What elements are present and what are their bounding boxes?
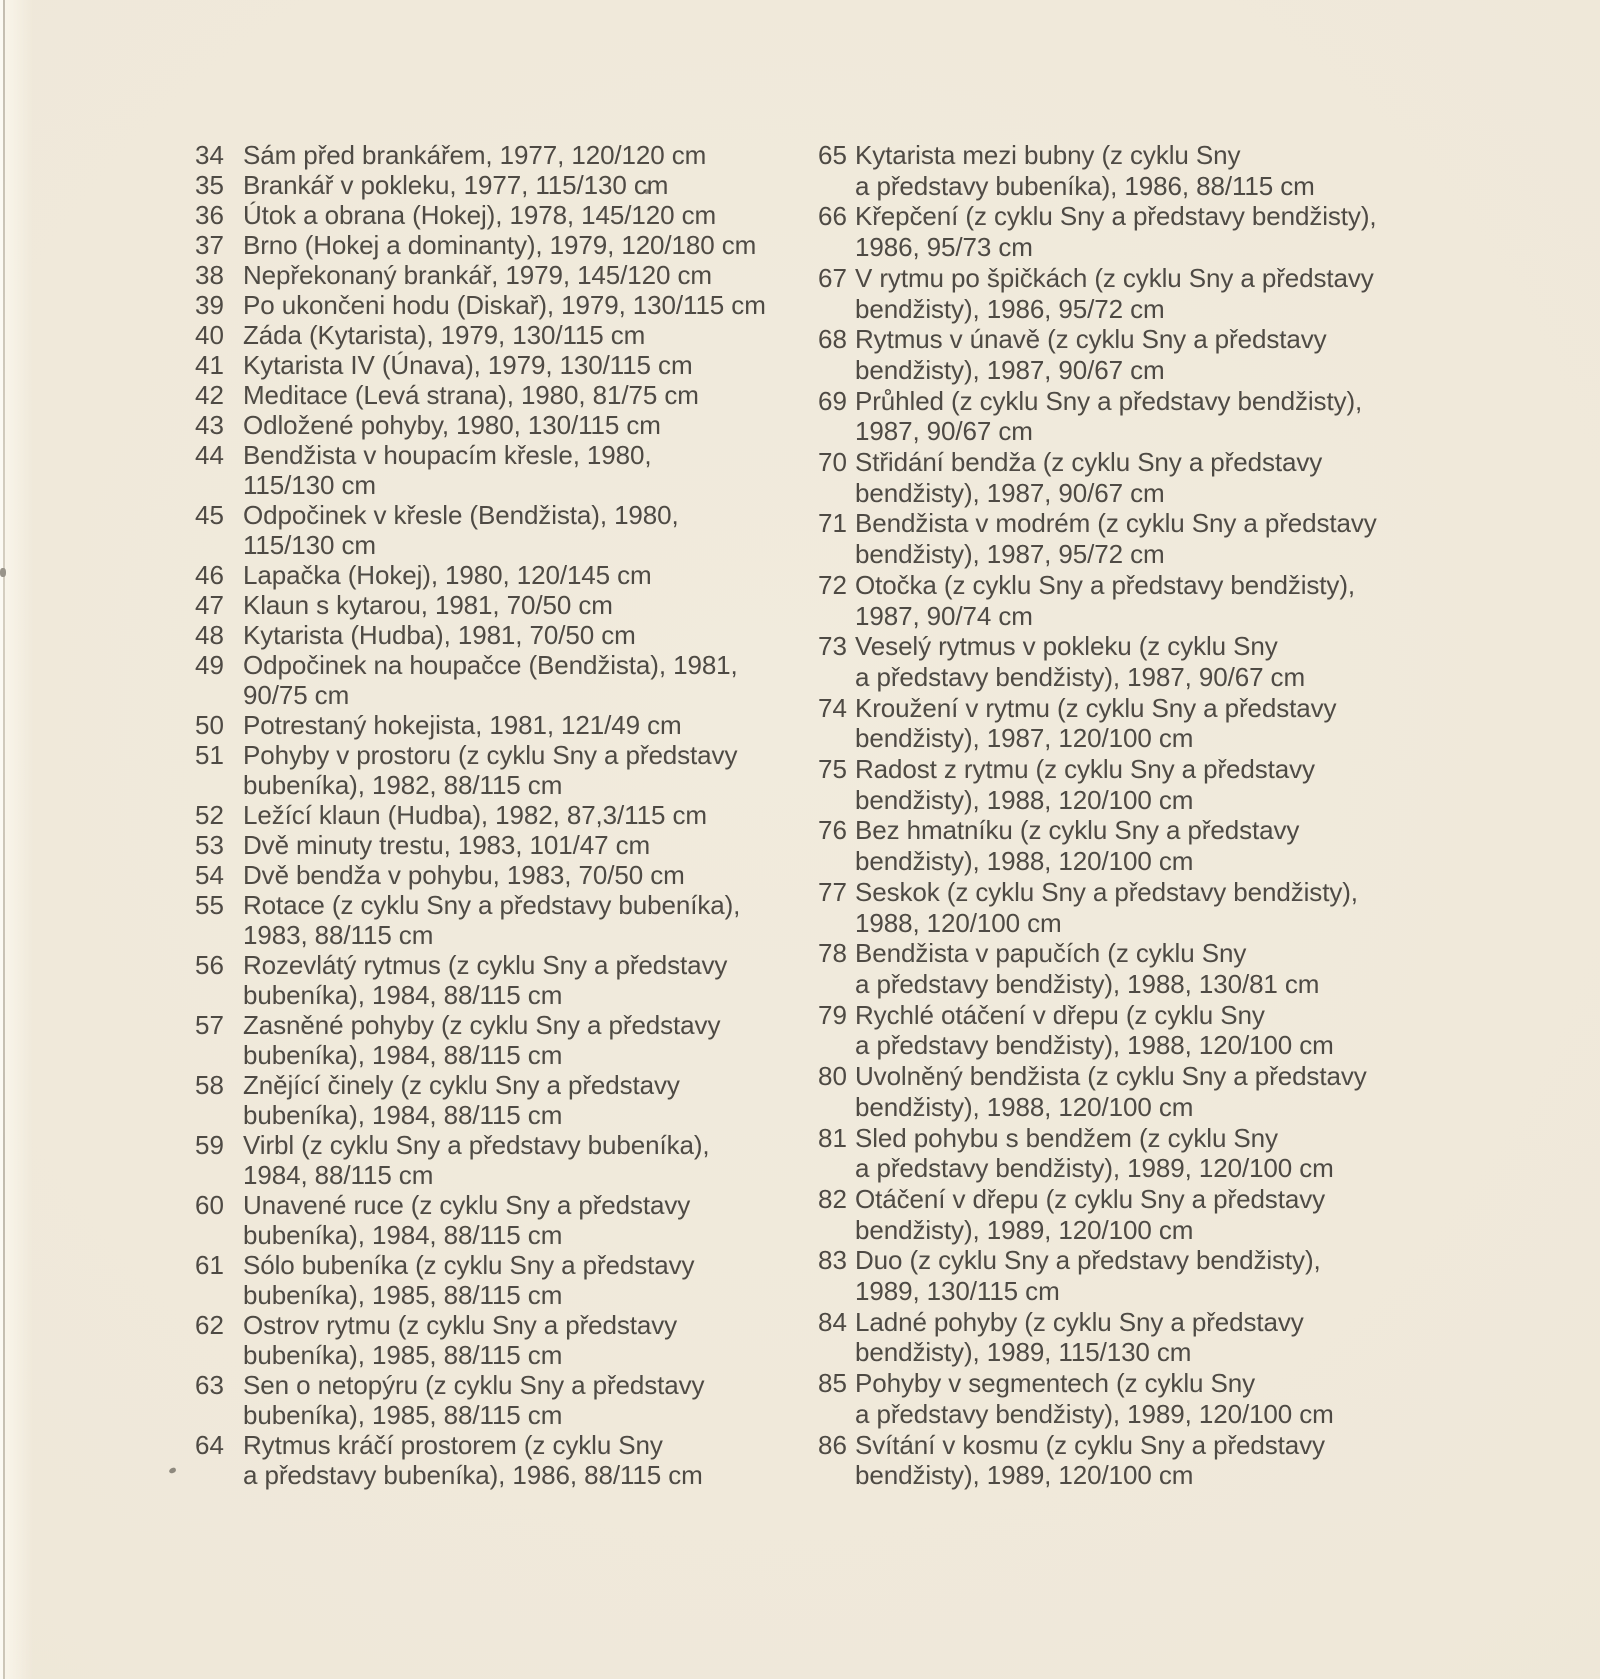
entry-text bbox=[243, 290, 766, 320]
catalog-entry bbox=[818, 693, 1377, 754]
entry-line: Sólo bubeníka (z cyklu Sny a představy bbox=[243, 1250, 695, 1280]
entry-line: Bez hmatníku (z cyklu Sny a představy bbox=[855, 815, 1300, 846]
entry-text bbox=[243, 1070, 680, 1130]
entry-line: Radost z rytmu (z cyklu Sny a představy bbox=[855, 754, 1315, 785]
entry-text bbox=[855, 938, 1319, 999]
entry-text bbox=[855, 140, 1315, 201]
entry-line: Střidání bendža (z cyklu Sny a představy bbox=[855, 447, 1323, 478]
entry-line: bubeníka), 1982, 88/115 cm bbox=[243, 770, 563, 800]
entry-line: Ležící klaun (Hudba), 1982, 87,3/115 cm bbox=[243, 800, 707, 830]
entry-text bbox=[243, 890, 740, 950]
entry-text bbox=[855, 1245, 1321, 1306]
entry-line: Znějící činely (z cyklu Sny a představy bbox=[243, 1070, 680, 1100]
entry-number: 67 bbox=[818, 262, 847, 293]
entry-line: bendžisty), 1988, 120/100 cm bbox=[855, 1091, 1194, 1122]
entry-line: Brno (Hokej a dominanty), 1979, 120/180 cm bbox=[243, 230, 757, 260]
entry-line: Svítání v kosmu (z cyklu Sny a představy bbox=[855, 1429, 1325, 1460]
entry-line: Lapačka (Hokej), 1980, 120/145 cm bbox=[243, 560, 652, 590]
entry-line: bubeníka), 1985, 88/115 cm bbox=[243, 1340, 563, 1370]
entry-line: Sen o netopýru (z cyklu Sny a představy bbox=[243, 1370, 705, 1400]
catalog-entry bbox=[818, 140, 1377, 201]
entry-line: Seskok (z cyklu Sny a představy bendžisty), bbox=[855, 876, 1358, 907]
catalog-entry bbox=[195, 950, 766, 1010]
catalog-entry bbox=[195, 140, 766, 170]
entry-line: Bendžista v modrém (z cyklu Sny a představy bbox=[855, 508, 1377, 539]
entry-text bbox=[855, 324, 1327, 385]
entry-number: 85 bbox=[818, 1368, 847, 1399]
entry-number: 69 bbox=[818, 385, 847, 416]
entry-number: 41 bbox=[195, 350, 224, 380]
catalog-entry bbox=[195, 620, 766, 650]
entry-number: 49 bbox=[195, 650, 224, 680]
entry-number: 52 bbox=[195, 800, 224, 830]
catalog-entry bbox=[195, 1430, 766, 1490]
entry-number: 35 bbox=[195, 170, 224, 200]
entry-number: 75 bbox=[818, 754, 847, 785]
entry-line: a představy bendžisty), 1988, 120/100 cm bbox=[855, 1030, 1334, 1061]
entry-text bbox=[243, 1310, 677, 1370]
entry-line: 1989, 130/115 cm bbox=[855, 1276, 1060, 1307]
catalog-entry bbox=[195, 710, 766, 740]
entry-line: Kroužení v rytmu (z cyklu Sny a představy bbox=[855, 692, 1337, 723]
catalog-entry bbox=[195, 800, 766, 830]
entry-number: 65 bbox=[818, 140, 847, 170]
entry-line: Nepřekonaný brankář, 1979, 145/120 cm bbox=[243, 260, 712, 290]
entry-line: Sám před brankářem, 1977, 120/120 cm bbox=[243, 140, 707, 170]
catalog-entry bbox=[195, 170, 766, 200]
entry-line: Kytarista IV (Únava), 1979, 130/115 cm bbox=[243, 350, 693, 380]
entry-number: 58 bbox=[195, 1070, 224, 1100]
entry-number: 51 bbox=[195, 740, 224, 770]
entry-number: 61 bbox=[195, 1250, 224, 1280]
catalog-entry bbox=[195, 260, 766, 290]
entry-number: 38 bbox=[195, 260, 224, 290]
entry-number: 48 bbox=[195, 620, 224, 650]
entry-text bbox=[243, 830, 650, 860]
catalog-entry bbox=[818, 1184, 1377, 1245]
entry-line: Po ukončeni hodu (Diskař), 1979, 130/115 cm bbox=[243, 290, 766, 320]
entry-text bbox=[243, 710, 682, 740]
entry-number: 54 bbox=[195, 860, 224, 890]
entry-line: a představy bubeníka), 1986, 88/115 cm bbox=[855, 170, 1315, 201]
entry-number: 80 bbox=[818, 1061, 847, 1092]
entry-text bbox=[243, 410, 661, 440]
catalog-entry bbox=[195, 890, 766, 950]
entry-text bbox=[855, 1184, 1325, 1245]
entry-number: 79 bbox=[818, 999, 847, 1030]
catalog-entry bbox=[195, 290, 766, 320]
entry-text bbox=[243, 1010, 720, 1070]
entry-number: 73 bbox=[818, 631, 847, 662]
entry-line: bubeníka), 1984, 88/115 cm bbox=[243, 1220, 563, 1250]
catalog-entry bbox=[195, 740, 766, 800]
catalog-entry bbox=[195, 380, 766, 410]
entry-text bbox=[855, 1368, 1334, 1429]
catalog-entry bbox=[195, 590, 766, 620]
catalog-entry bbox=[818, 815, 1377, 876]
catalog-entry bbox=[195, 350, 766, 380]
entry-text bbox=[243, 260, 712, 290]
entry-text bbox=[243, 440, 652, 500]
entry-text bbox=[855, 263, 1374, 324]
entry-line: Pohyby v prostoru (z cyklu Sny a představy bbox=[243, 740, 738, 770]
entry-number: 81 bbox=[818, 1122, 847, 1153]
entry-line: bendžisty), 1987, 95/72 cm bbox=[855, 539, 1165, 570]
entry-number: 53 bbox=[195, 830, 224, 860]
entry-text bbox=[243, 1430, 703, 1490]
entry-line: bendžisty), 1986, 95/72 cm bbox=[855, 293, 1165, 324]
entry-text bbox=[243, 860, 685, 890]
entry-text bbox=[855, 447, 1322, 508]
catalog-entry bbox=[195, 440, 766, 500]
entry-line: bendžisty), 1988, 120/100 cm bbox=[855, 846, 1194, 877]
entry-line: Odpočinek v křesle (Bendžista), 1980, bbox=[243, 500, 679, 530]
entry-text bbox=[855, 1000, 1334, 1061]
entry-line: a představy bendžisty), 1988, 130/81 cm bbox=[855, 968, 1320, 999]
entry-line: 1986, 95/73 cm bbox=[855, 232, 1033, 263]
catalog-entry bbox=[195, 1130, 766, 1190]
entry-text bbox=[243, 560, 652, 590]
entry-number: 72 bbox=[818, 569, 847, 600]
entry-number: 55 bbox=[195, 890, 224, 920]
entry-number: 56 bbox=[195, 950, 224, 980]
entry-text bbox=[855, 1430, 1325, 1491]
entry-line: Ladné pohyby (z cyklu Sny a představy bbox=[855, 1306, 1304, 1337]
entry-number: 46 bbox=[195, 560, 224, 590]
entry-text bbox=[855, 386, 1362, 447]
entry-line: bendžisty), 1987, 90/67 cm bbox=[855, 477, 1165, 508]
catalog-column-right bbox=[818, 140, 1377, 1491]
catalog-entry bbox=[818, 201, 1377, 262]
entry-line: Unavené ruce (z cyklu Sny a představy bbox=[243, 1190, 691, 1220]
catalog-entry bbox=[818, 447, 1377, 508]
entry-line: Duo (z cyklu Sny a představy bendžisty), bbox=[855, 1245, 1321, 1276]
catalog-entry bbox=[195, 1190, 766, 1250]
entry-line: a představy bendžisty), 1989, 120/100 cm bbox=[855, 1153, 1334, 1184]
catalog-entry bbox=[818, 1123, 1377, 1184]
entry-number: 84 bbox=[818, 1306, 847, 1337]
entry-line: a představy bendžisty), 1989, 120/100 cm bbox=[855, 1398, 1334, 1429]
entry-text bbox=[243, 1190, 690, 1250]
entry-line: Bendžista v houpacím křesle, 1980, bbox=[243, 440, 652, 470]
entry-line: 90/75 cm bbox=[243, 680, 350, 710]
entry-line: 1988, 120/100 cm bbox=[855, 907, 1062, 938]
entry-text bbox=[243, 1130, 710, 1190]
entry-number: 68 bbox=[818, 324, 847, 355]
catalog-entry bbox=[818, 570, 1377, 631]
entry-text bbox=[243, 320, 645, 350]
entry-number: 86 bbox=[818, 1429, 847, 1460]
entry-line: Křepčení (z cyklu Sny a představy bendžisty), bbox=[855, 201, 1377, 232]
entry-line: 1983, 88/115 cm bbox=[243, 920, 434, 950]
entry-line: 115/130 cm bbox=[243, 470, 376, 500]
entry-line: Průhled (z cyklu Sny a představy bendžisty), bbox=[855, 385, 1363, 416]
entry-text bbox=[243, 230, 756, 260]
catalog-entry bbox=[818, 1368, 1377, 1429]
entry-line: Odložené pohyby, 1980, 130/115 cm bbox=[243, 410, 661, 440]
entry-number: 44 bbox=[195, 440, 224, 470]
entry-number: 64 bbox=[195, 1430, 224, 1460]
entry-line: Útok a obrana (Hokej), 1978, 145/120 cm bbox=[243, 200, 717, 230]
entry-number: 57 bbox=[195, 1010, 224, 1040]
entry-line: bubeníka), 1984, 88/115 cm bbox=[243, 980, 563, 1010]
entry-text bbox=[243, 590, 613, 620]
entry-text bbox=[243, 140, 706, 170]
catalog-column-left bbox=[195, 140, 766, 1490]
catalog-entry bbox=[818, 386, 1377, 447]
entry-line: bendžisty), 1989, 120/100 cm bbox=[855, 1214, 1194, 1245]
entry-line: bendžisty), 1989, 120/100 cm bbox=[855, 1460, 1194, 1491]
entry-number: 83 bbox=[818, 1245, 847, 1276]
entry-line: Otočka (z cyklu Sny a představy bendžisty), bbox=[855, 569, 1356, 600]
entry-line: a představy bubeníka), 1986, 88/115 cm bbox=[243, 1460, 703, 1490]
catalog-entry bbox=[195, 410, 766, 440]
entry-line: Uvolněný bendžista (z cyklu Sny a představy bbox=[855, 1061, 1367, 1092]
entry-line: 1987, 90/67 cm bbox=[855, 416, 1033, 447]
entry-text bbox=[855, 815, 1299, 876]
entry-line: Rychlé otáčení v dřepu (z cyklu Sny bbox=[855, 999, 1265, 1030]
entry-number: 74 bbox=[818, 692, 847, 723]
catalog-entry bbox=[195, 200, 766, 230]
entry-text bbox=[243, 620, 636, 650]
entry-line: Bendžista v papučích (z cyklu Sny bbox=[855, 938, 1247, 969]
entry-line: bendžisty), 1987, 120/100 cm bbox=[855, 723, 1194, 754]
entry-text bbox=[855, 877, 1358, 938]
entry-line: bubeníka), 1985, 88/115 cm bbox=[243, 1280, 563, 1310]
entry-line: Dvě bendža v pohybu, 1983, 70/50 cm bbox=[243, 860, 685, 890]
paper-edge-highlight bbox=[5, 0, 33, 1679]
entry-text bbox=[855, 508, 1377, 569]
entry-text bbox=[855, 570, 1355, 631]
catalog-entry bbox=[195, 1370, 766, 1430]
entry-text bbox=[855, 1061, 1367, 1122]
entry-number: 34 bbox=[195, 140, 224, 170]
entry-line: Virbl (z cyklu Sny a představy bubeníka), bbox=[243, 1130, 710, 1160]
entry-number: 50 bbox=[195, 710, 224, 740]
entry-line: bendžisty), 1987, 90/67 cm bbox=[855, 354, 1165, 385]
entry-line: bendžisty), 1989, 115/130 cm bbox=[855, 1337, 1192, 1368]
catalog-entry bbox=[818, 1430, 1377, 1491]
entry-number: 82 bbox=[818, 1183, 847, 1214]
entry-text bbox=[243, 950, 727, 1010]
entry-line: Pohyby v segmentech (z cyklu Sny bbox=[855, 1368, 1255, 1399]
entry-line: Záda (Kytarista), 1979, 130/115 cm bbox=[243, 320, 646, 350]
catalog-entry bbox=[818, 1245, 1377, 1306]
entry-text bbox=[243, 650, 738, 710]
entry-line: Kytarista mezi bubny (z cyklu Sny bbox=[855, 140, 1241, 170]
catalog-entry bbox=[818, 754, 1377, 815]
entry-line: Klaun s kytarou, 1981, 70/50 cm bbox=[243, 590, 613, 620]
catalog-entry bbox=[818, 1307, 1377, 1368]
entry-number: 70 bbox=[818, 447, 847, 478]
entry-line: 1987, 90/74 cm bbox=[855, 600, 1033, 631]
catalog-entry bbox=[818, 631, 1377, 692]
entry-text bbox=[243, 500, 679, 560]
entry-number: 37 bbox=[195, 230, 224, 260]
catalog-entry bbox=[195, 1010, 766, 1070]
entry-text bbox=[855, 201, 1377, 262]
entry-line: Dvě minuty trestu, 1983, 101/47 cm bbox=[243, 830, 651, 860]
entry-line: 115/130 cm bbox=[243, 530, 376, 560]
entry-line: Rytmus kráčí prostorem (z cyklu Sny bbox=[243, 1430, 663, 1460]
entry-number: 77 bbox=[818, 876, 847, 907]
entry-line: V rytmu po špičkách (z cyklu Sny a představy bbox=[855, 262, 1374, 293]
entry-line: Rozevlátý rytmus (z cyklu Sny a představy bbox=[243, 950, 728, 980]
entry-number: 59 bbox=[195, 1130, 224, 1160]
catalog-entry bbox=[195, 230, 766, 260]
catalog-entry bbox=[195, 830, 766, 860]
entry-number: 47 bbox=[195, 590, 224, 620]
entry-text bbox=[855, 693, 1336, 754]
entry-number: 78 bbox=[818, 938, 847, 969]
entry-number: 39 bbox=[195, 290, 224, 320]
entry-line: bubeníka), 1984, 88/115 cm bbox=[243, 1100, 563, 1130]
print-speck bbox=[168, 1467, 176, 1474]
catalog-entry bbox=[818, 263, 1377, 324]
entry-number: 43 bbox=[195, 410, 224, 440]
entry-number: 40 bbox=[195, 320, 224, 350]
catalog-entry bbox=[818, 1061, 1377, 1122]
entry-number: 63 bbox=[195, 1370, 224, 1400]
entry-text bbox=[243, 170, 668, 200]
entry-text bbox=[243, 800, 707, 830]
entry-text bbox=[855, 1123, 1334, 1184]
entry-number: 71 bbox=[818, 508, 847, 539]
entry-line: a představy bendžisty), 1987, 90/67 cm bbox=[855, 661, 1306, 692]
entry-line: Odpočinek na houpačce (Bendžista), 1981, bbox=[243, 650, 738, 680]
entry-text bbox=[243, 200, 716, 230]
catalog-entry bbox=[195, 860, 766, 890]
entry-line: Meditace (Levá strana), 1980, 81/75 cm bbox=[243, 380, 699, 410]
entry-number: 76 bbox=[818, 815, 847, 846]
entry-text bbox=[243, 1250, 694, 1310]
print-speck bbox=[0, 568, 6, 577]
catalog-entry bbox=[818, 1000, 1377, 1061]
entry-number: 36 bbox=[195, 200, 224, 230]
catalog-entry bbox=[195, 320, 766, 350]
entry-text bbox=[855, 631, 1305, 692]
catalog-entry bbox=[818, 508, 1377, 569]
catalog-entry bbox=[818, 324, 1377, 385]
entry-number: 42 bbox=[195, 380, 224, 410]
entry-line: Ostrov rytmu (z cyklu Sny a představy bbox=[243, 1310, 678, 1340]
catalog-entry bbox=[818, 877, 1377, 938]
entry-line: Rotace (z cyklu Sny a představy bubeníka), bbox=[243, 890, 741, 920]
entry-line: bubeníka), 1984, 88/115 cm bbox=[243, 1040, 563, 1070]
entry-line: Sled pohybu s bendžem (z cyklu Sny bbox=[855, 1122, 1278, 1153]
catalog-entry bbox=[195, 650, 766, 710]
entry-number: 62 bbox=[195, 1310, 224, 1340]
entry-number: 60 bbox=[195, 1190, 224, 1220]
entry-line: Zasněné pohyby (z cyklu Sny a představy bbox=[243, 1010, 721, 1040]
entry-text bbox=[855, 754, 1315, 815]
entry-line: Kytarista (Hudba), 1981, 70/50 cm bbox=[243, 620, 636, 650]
entry-line: Brankář v pokleku, 1977, 115/130 cm bbox=[243, 170, 669, 200]
entry-number: 66 bbox=[818, 201, 847, 232]
entry-text bbox=[855, 1307, 1304, 1368]
entry-line: 1984, 88/115 cm bbox=[243, 1160, 434, 1190]
catalog-entry bbox=[195, 1070, 766, 1130]
entry-line: Rytmus v únavě (z cyklu Sny a představy bbox=[855, 324, 1327, 355]
catalog-entry bbox=[195, 1250, 766, 1310]
entry-line: bendžisty), 1988, 120/100 cm bbox=[855, 784, 1194, 815]
entry-text bbox=[243, 740, 737, 800]
catalog-entry bbox=[195, 1310, 766, 1370]
entry-line: Veselý rytmus v pokleku (z cyklu Sny bbox=[855, 631, 1278, 662]
entry-text bbox=[243, 350, 693, 380]
catalog-entry bbox=[195, 500, 766, 560]
entry-line: bubeníka), 1985, 88/115 cm bbox=[243, 1400, 563, 1430]
entry-line: Otáčení v dřepu (z cyklu Sny a představy bbox=[855, 1183, 1325, 1214]
entry-line: Potrestaný hokejista, 1981, 121/49 cm bbox=[243, 710, 682, 740]
entry-text bbox=[243, 380, 699, 410]
catalog-entry bbox=[195, 560, 766, 590]
entry-number: 45 bbox=[195, 500, 224, 530]
catalog-entry bbox=[818, 938, 1377, 999]
entry-text bbox=[243, 1370, 704, 1430]
